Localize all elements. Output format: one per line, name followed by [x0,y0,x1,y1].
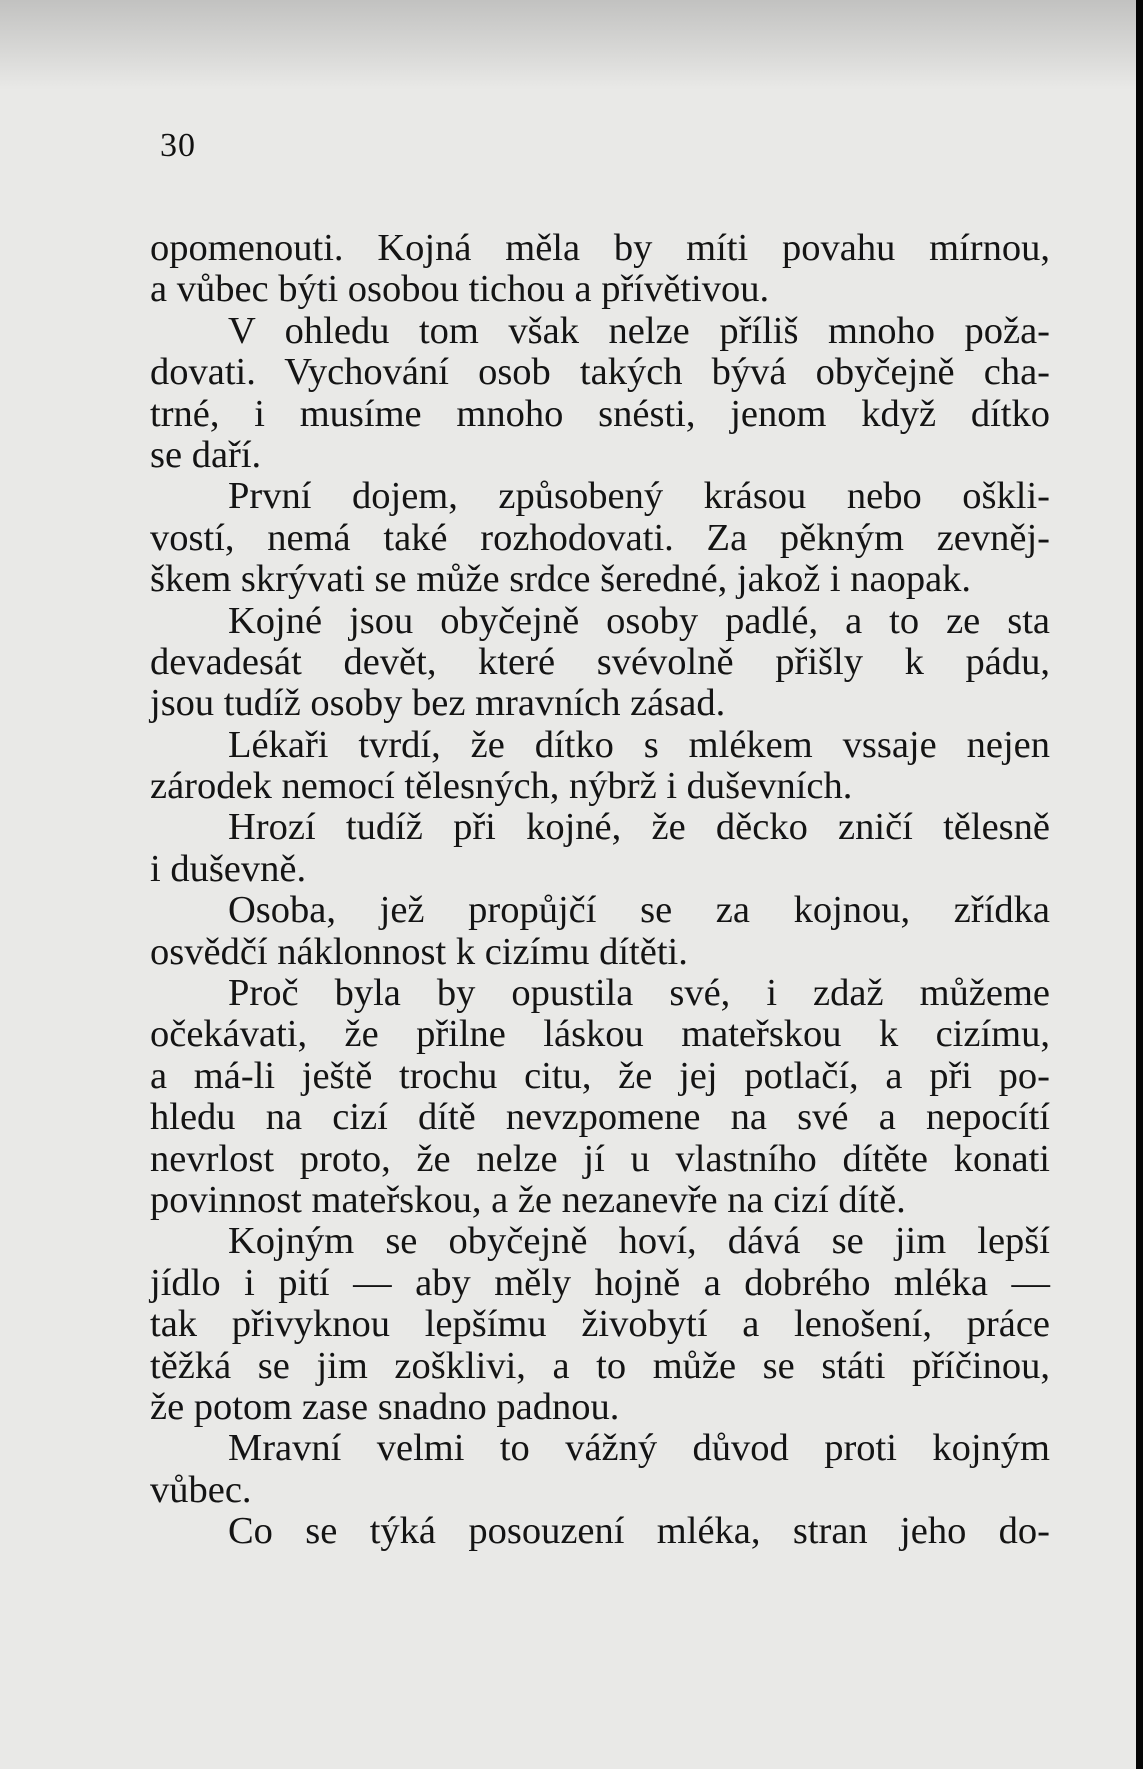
text-line: a vůbec býti osobou tichou a přívětivou. [150,268,770,311]
text-line: dovati. Vychování osob takých bývá obyčejně cha- [150,351,1050,394]
text-line: opomenouti. Kojná měla by míti povahu mírnou, [150,227,1050,269]
text-line: hledu na cizí dítě nevzpomene na své a nepocítí [150,1096,1050,1139]
scan-edge [1136,0,1143,1769]
text-line: že potom zase snadno padnou. [150,1385,620,1428]
text-line: se daří. [150,433,262,476]
text-line: očekávati, že přilne láskou mateřskou k cizímu, [150,1013,1050,1056]
text-line: těžká se jim zošklivi, a to může se státi příčinou, [150,1344,1050,1387]
text-line: Co se týká posouzení mléka, stran jeho do- [228,1510,1050,1553]
text-line: V ohledu tom však nelze příliš mnoho poža- [228,309,1050,352]
text-line: a má-li ještě trochu citu, že jej potlačí, a při po- [150,1054,1050,1097]
text-line: jsou tudíž osoby bez mravních zásad. [150,682,726,725]
text-line: zárodek nemocí tělesných, nýbrž i duševních. [150,765,853,808]
text-line: Kojným se obyčejně hoví, dává se jim lepší [228,1220,1050,1263]
text-line: Proč byla by opustila své, i zdaž můžeme [228,972,1050,1015]
text-line: devadesát devět, které svévolně přišly k pádu, [150,640,1050,683]
text-line: škem skrývati se může srdce šeredné, jakož i naopak. [150,558,972,601]
text-line: vůbec. [150,1468,252,1511]
text-line: nevrlost proto, že nelze jí u vlastního dítěte konati [150,1137,1050,1180]
text-line: vostí, nemá také rozhodovati. Za pěkným zevněj- [150,516,1050,559]
text-line: trné, i musíme mnoho snésti, jenom když dítko [150,392,1050,435]
text-line: jídlo i pití — aby měly hojně a dobrého mléka — [150,1261,1050,1304]
text-line: Osoba, jež propůjčí se za kojnou, zřídka [228,889,1050,932]
text-line: Mravní velmi to vážný důvod proti kojným [228,1427,1050,1470]
text-line: Kojné jsou obyčejně osoby padlé, a to ze sta [228,599,1050,642]
text-line: První dojem, způsobený krásou nebo oškli- [228,475,1050,518]
page-number: 30 [160,127,196,164]
text-line: tak přivyknou lepšímu živobytí a lenošení, práce [150,1303,1050,1346]
body-text [150,228,1050,1553]
text-line: i duševně. [150,847,307,890]
text-line: Lékaři tvrdí, že dítko s mlékem vssaje nejen [228,723,1050,766]
text-line: povinnost mateřskou, a že nezanevře na cizí dítě. [150,1178,906,1221]
text-line: Hrozí tudíž při kojné, že děcko zničí tělesně [228,806,1050,849]
text-line: osvědčí náklonnost k cizímu dítěti. [150,930,688,973]
scan-shadow [0,0,1136,90]
